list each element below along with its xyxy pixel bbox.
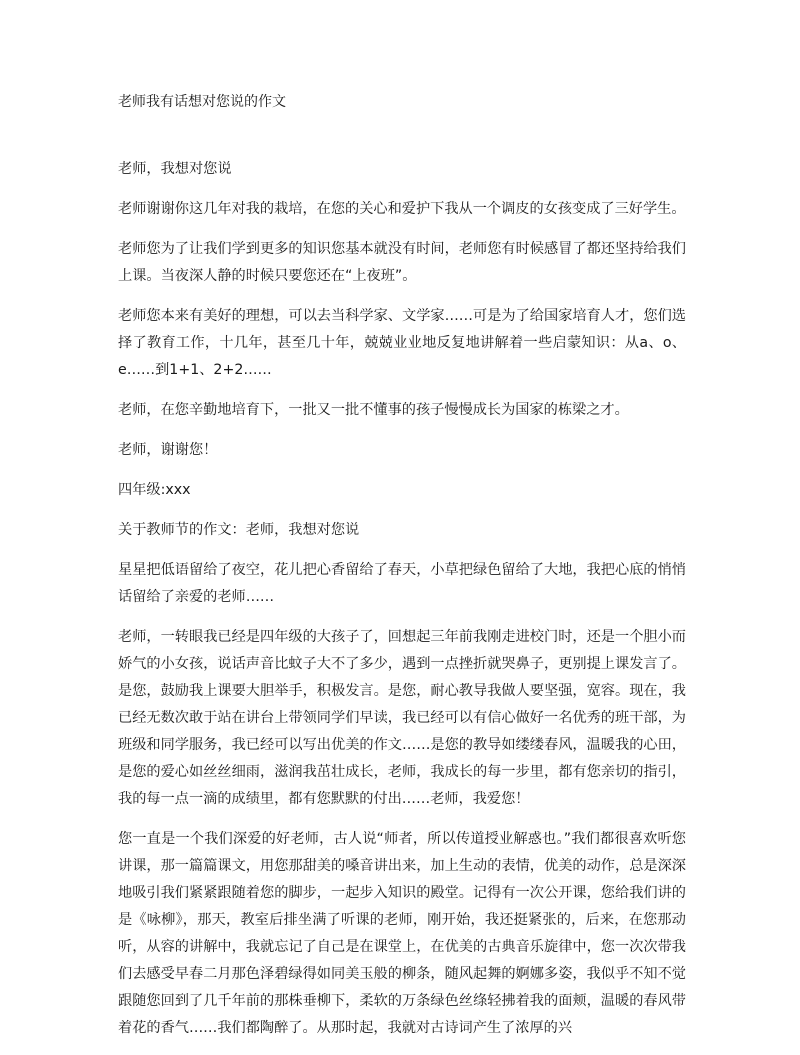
body-paragraph: 老师，一转眼我已经是四年级的大孩子了，回想起三年前我刚走进校门时，还是一个胆小而娇气的小女孩，说话声音比蚊子大不了多少，遇到一点挫折就哭鼻子，更别提上课发言了。是您，鼓励我上课要大胆举手，积极发言。是您，耐心教导我做人要坚强，宽容。现在，我已经无数次敢于站在讲台上带领同学们早读，我已经可以有信心做好一名优秀的班干部，为班级和同学服务，我已经可以写出优美的作文……是您的教导如缕缕春风，温暖我的心田，是您的爱心如丝丝细雨，滋润我茁壮成长，老师，我成长的每一步里，都有您亲切的指引，我的每一点一滴的成绩里，都有您默默的付出……老师，我爱您！ [118, 629, 686, 807]
body-paragraph: 老师您为了让我们学到更多的知识您基本就没有时间，老师您有时候感冒了都还坚持给我们上课。当夜深人静的时候只要您还在“上夜班”。 [118, 241, 686, 284]
section-heading: 关于教师节的作文：老师，我想对您说 [118, 522, 360, 538]
heading-paragraph: 老师，我想对您说 [118, 161, 232, 177]
signature-line: 四年级:xxx [118, 482, 191, 498]
body-paragraph: 老师，在您辛勤地培育下，一批又一批不懂事的孩子慢慢成长为国家的栋梁之才。 [118, 402, 629, 418]
document-title: 老师我有话想对您说的作文 [118, 94, 286, 110]
body-paragraph: 星星把低语留给了夜空，花儿把心香留给了春天，小草把绿色留给了大地，我把心底的悄悄话留给了亲爱的老师…… [118, 562, 686, 605]
body-paragraph: 老师，谢谢您！ [118, 442, 218, 458]
document-body [118, 156, 686, 1055]
body-paragraph: 您一直是一个我们深爱的好老师，古人说“师者，所以传道授业解惑也。”我们都很喜欢听您讲课，那一篇篇课文，用您那甜美的嗓音讲出来，加上生动的表情，优美的动作，总是深深地吸引我们紧紧跟随着您的脚步，一起步入知识的殿堂。记得有一次公开课，您给我们讲的是《咏柳》，那天，教室后排坐满了听课的老师，刚开始，我还挺紧张的，后来，在您那动听，从容的讲解中，我就忘记了自己是在课堂上，在优美的古典音乐旋律中，您一次次带我们去感受早春二月那色泽碧绿得如同美玉般的柳条，随风起舞的婀娜多姿，我似乎不知不觉跟随您回到了几千年前的那株垂柳下，柔软的万条绿色丝绦轻拂着我的面颊，温暖的春风带着花的香气……我们都陶醉了。从那时起，我就对古诗词产生了浓厚的兴 [118, 831, 686, 1036]
body-paragraph: 老师您本来有美好的理想，可以去当科学家、文学家……可是为了给国家培育人才，您们选择了教育工作，十几年，甚至几十年，兢兢业业地反复地讲解着一些启蒙知识：从a、o、e……到1+1、2+2…… [118, 308, 686, 378]
body-paragraph: 老师谢谢你这几年对我的栽培，在您的关心和爱护下我从一个调皮的女孩变成了三好学生。 [118, 201, 686, 217]
